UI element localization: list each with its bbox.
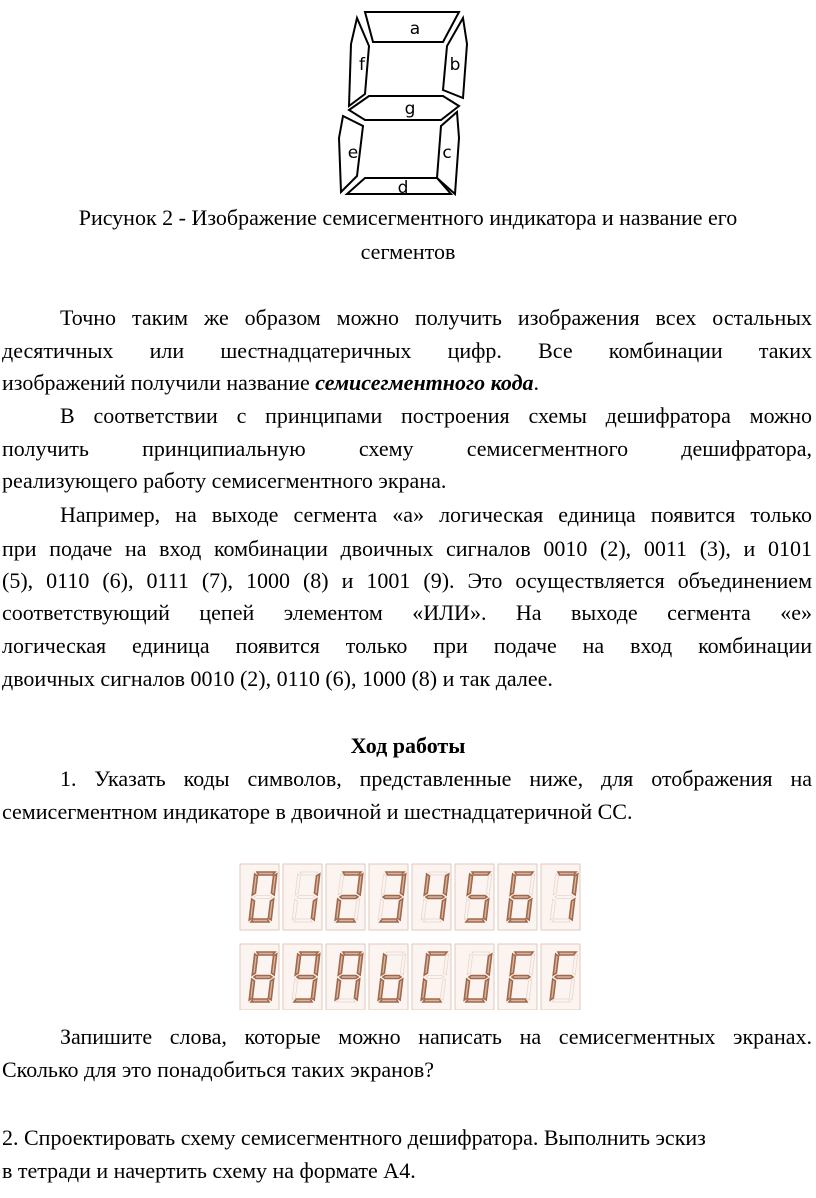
digit-4-segment-g (426, 896, 444, 899)
seven-segment-code-term: семисегментного кода (315, 370, 534, 395)
digit-E-segment-d (509, 999, 527, 1002)
paragraph1-line3 (2, 368, 816, 398)
digit-3-segment-g (383, 896, 401, 899)
digit-3-segment-a (386, 872, 404, 875)
digit-cell-A (326, 944, 365, 1010)
digit-A-segment-g (340, 976, 358, 979)
paragraph3-line2: при подаче на вход комбинации двоичных сигналов 0010 (2), 0011 (3), и 0101 (2, 536, 812, 561)
digit-cell-6 (498, 864, 537, 930)
digit-9-segment-a (300, 952, 318, 955)
digit-8-segment-d (251, 999, 269, 1002)
digit-b-segment-d (380, 999, 398, 1002)
digit-cell-5 (455, 864, 494, 930)
paragraph3-line5: логическая единица появится только при подаче на вход комбинации (2, 633, 812, 658)
digit-d-segment-d (466, 999, 484, 1002)
digit-5-segment-d (466, 919, 484, 922)
digit-b-segment-g (383, 976, 401, 979)
digit-9-segment-d (294, 999, 312, 1002)
digit-cell-F (541, 944, 580, 1010)
digit-cell-2 (326, 864, 365, 930)
digit-cell-8 (240, 944, 279, 1010)
paragraph2-line3: реализующего работу семисегментного экрана. (2, 468, 447, 493)
digit-d-segment-g (469, 976, 487, 979)
digit-cell-d (455, 944, 494, 1010)
digit-8-segment-a (257, 952, 275, 955)
digit-7-segment-a (558, 872, 576, 875)
segment-label-e: e (347, 143, 359, 163)
digit-6-segment-d (509, 919, 527, 922)
segment-label-c: c (442, 143, 452, 163)
segment-label-g: g (404, 99, 416, 119)
digit-cell-7 (541, 864, 580, 930)
seven-segment-diagram (335, 8, 475, 198)
digit-2-segment-d (337, 919, 355, 922)
digit-6-segment-g (512, 896, 530, 899)
figure-caption-line1: Рисунок 2 - Изображение семисегментного индикатора и название его (78, 205, 738, 230)
paragraph3-line1: Например, на выходе сегмента «а» логическая единица появится только (60, 502, 812, 527)
digit-cell-0 (240, 864, 279, 930)
paragraph1-line3-suffix: . (533, 370, 540, 395)
paragraph2-line2: получить принципиальную схему семисегментного дешифратора, (2, 436, 812, 461)
digit-cell-E (498, 944, 537, 1010)
task2-line2: в тетради и начертить схему на формате А4. (2, 1158, 416, 1183)
digit-2-segment-a (343, 872, 361, 875)
digit-E-segment-a (515, 952, 533, 955)
paragraph2-line1: В соответствии с принципами построения схемы дешифратора можно (60, 403, 812, 428)
digit-cell-b (369, 944, 408, 1010)
digit-cell-1 (283, 864, 322, 930)
paragraph3-line6: двоичных сигналов 0010 (2), 0110 (6), 1000 (8) и так далее. (2, 666, 553, 691)
task1-line2: семисегментном индикаторе в двоичной и шестнадцатеричной СС. (2, 799, 633, 824)
digit-5-segment-a (472, 872, 490, 875)
segment-label-d: d (397, 178, 409, 198)
digit-cell-4 (412, 864, 451, 930)
digit-0-segment-a (257, 872, 275, 875)
digit-0-segment-d (251, 919, 269, 922)
digit-9-segment-g (297, 976, 315, 979)
segment-label-f: f (359, 55, 365, 75)
digit-E-segment-g (512, 976, 530, 979)
paragraph1-line2: десятичных или шестнадцатеричных цифр. Все комбинации таких (2, 338, 812, 363)
paragraph1-line1: Точно таким же образом можно получить изображения всех остальных (60, 305, 812, 330)
digit-cell-C (412, 944, 451, 1010)
digit-F-segment-g (555, 976, 573, 979)
digit-8-segment-g (254, 976, 272, 979)
paragraph1-line3-prefix: изображений получили название (2, 370, 316, 395)
digit-A-segment-a (343, 952, 361, 955)
figure-caption-line2: сегментов (360, 239, 456, 264)
task2-line1: 2. Спроектировать схему семисегментного дешифратора. Выполнить эскиз (2, 1125, 706, 1150)
paragraph3-line3: (5), 0110 (6), 0111 (7), 1000 (8) и 1001 (9). Это осуществляется объединением (2, 568, 812, 593)
digit-C-segment-a (429, 952, 447, 955)
seven-segment-digit-table (236, 860, 586, 1010)
digit-F-segment-a (558, 952, 576, 955)
digit-3-segment-d (380, 919, 398, 922)
digit-cell-3 (369, 864, 408, 930)
question-line2: Сколько для это понадобиться таких экранов? (2, 1057, 435, 1082)
section-title: Ход работы (350, 733, 466, 758)
digit-2-segment-g (340, 896, 358, 899)
question-line1: Запишите слова, которые можно написать на семисегментных экранах. (60, 1024, 812, 1049)
task1-line1: 1. Указать коды символов, представленные ниже, для отображения на (60, 766, 812, 791)
digit-6-segment-a (515, 872, 533, 875)
digit-C-segment-d (423, 999, 441, 1002)
digit-cell-9 (283, 944, 322, 1010)
digit-5-segment-g (469, 896, 487, 899)
paragraph3-line4: соответствующий цепей элементом «ИЛИ». На выходе сегмента «е» (2, 600, 812, 625)
segment-label-a: a (409, 19, 421, 39)
segment-label-b: b (449, 55, 461, 75)
